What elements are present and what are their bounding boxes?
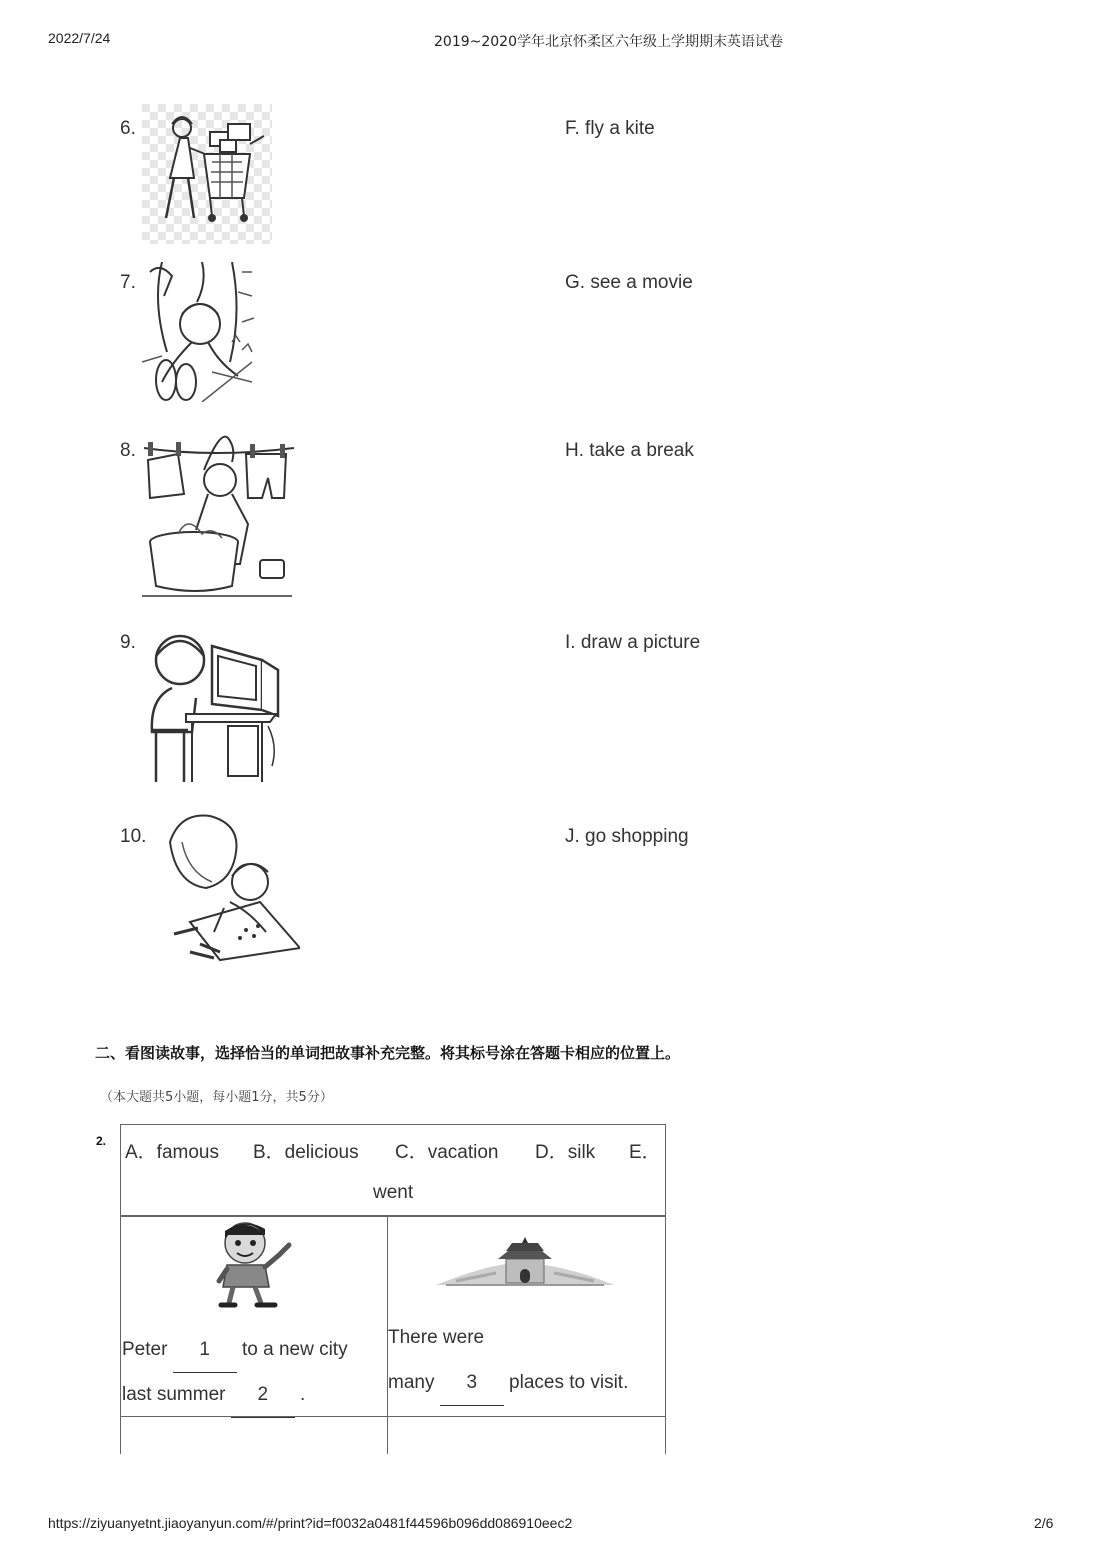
panel1-line1-after: to a new city [241,1339,348,1360]
story-panel-2 [387,1215,666,1417]
boy-drawing-on-paper-image [160,812,300,964]
story-panel-4-border [665,1416,666,1454]
panel1-line2-after: . [300,1384,306,1405]
story-panel-1-line-2 [122,1372,305,1418]
word-option-b: B．delicious [253,1142,359,1163]
option-j: J. go shopping [565,826,689,847]
item-number-8: 8. [120,440,136,461]
memorial-hall-image [436,1229,614,1299]
word-option-d: D．silk [535,1142,596,1163]
story-panel-2-line-2 [388,1360,628,1406]
story-panel-divider [387,1416,388,1454]
page-number: 2/6 [1034,1515,1054,1531]
panel2-line2-after: places to visit. [509,1372,629,1393]
option-f: F. fly a kite [565,118,655,139]
word-option-c: C．vacation [395,1142,499,1163]
item-number-7: 7. [120,272,136,293]
panel1-line2-before: last summer [122,1384,226,1405]
woman-pushing-shopping-cart-image [142,104,272,244]
boy-waving-image [213,1221,303,1313]
panel2-line-1: There were [388,1327,485,1348]
story-panel-3-border [120,1416,121,1454]
blank-2[interactable]: 2 [231,1372,295,1418]
word-option-a: A．famous [125,1142,219,1163]
option-h: H. take a break [565,440,694,461]
print-date: 2022/7/24 [48,30,111,46]
question-number: 2. [96,1134,107,1148]
boy-resting-under-tree-image [142,262,257,402]
blank-3[interactable]: 3 [440,1360,504,1406]
option-i: I. draw a picture [565,632,701,653]
girl-washing-clothes-image [142,430,294,598]
story-panel-1 [120,1215,388,1417]
word-option-e-word: went [373,1182,414,1203]
blank-1[interactable]: 1 [173,1327,237,1373]
page-url: https://ziyuanyetnt.jiaoyanyun.com/#/print?id=f0032a0481f44596b096dd086910eec2 [48,1515,573,1531]
panel1-line1-before: Peter [122,1339,168,1360]
item-number-9: 9. [120,632,136,653]
panel2-line2-before: many [388,1372,435,1393]
document-title: 2019~2020学年北京怀柔区六年级上学期期末英语试卷 [434,34,783,50]
option-g: G. see a movie [565,272,693,293]
word-option-e: E． [629,1142,661,1163]
boy-at-computer-image [142,626,286,786]
section-2-note: （本大题共5小题，每小题1分，共5分） [100,1090,333,1105]
section-2-title: 二、看图读故事，选择恰当的单词把故事补充完整。将其标号涂在答题卡相应的位置上。 [95,1044,681,1062]
word-bank-box [120,1124,666,1216]
item-number-10: 10. [120,826,147,847]
item-number-6: 6. [120,118,136,139]
story-panel-1-line-1 [122,1327,348,1373]
